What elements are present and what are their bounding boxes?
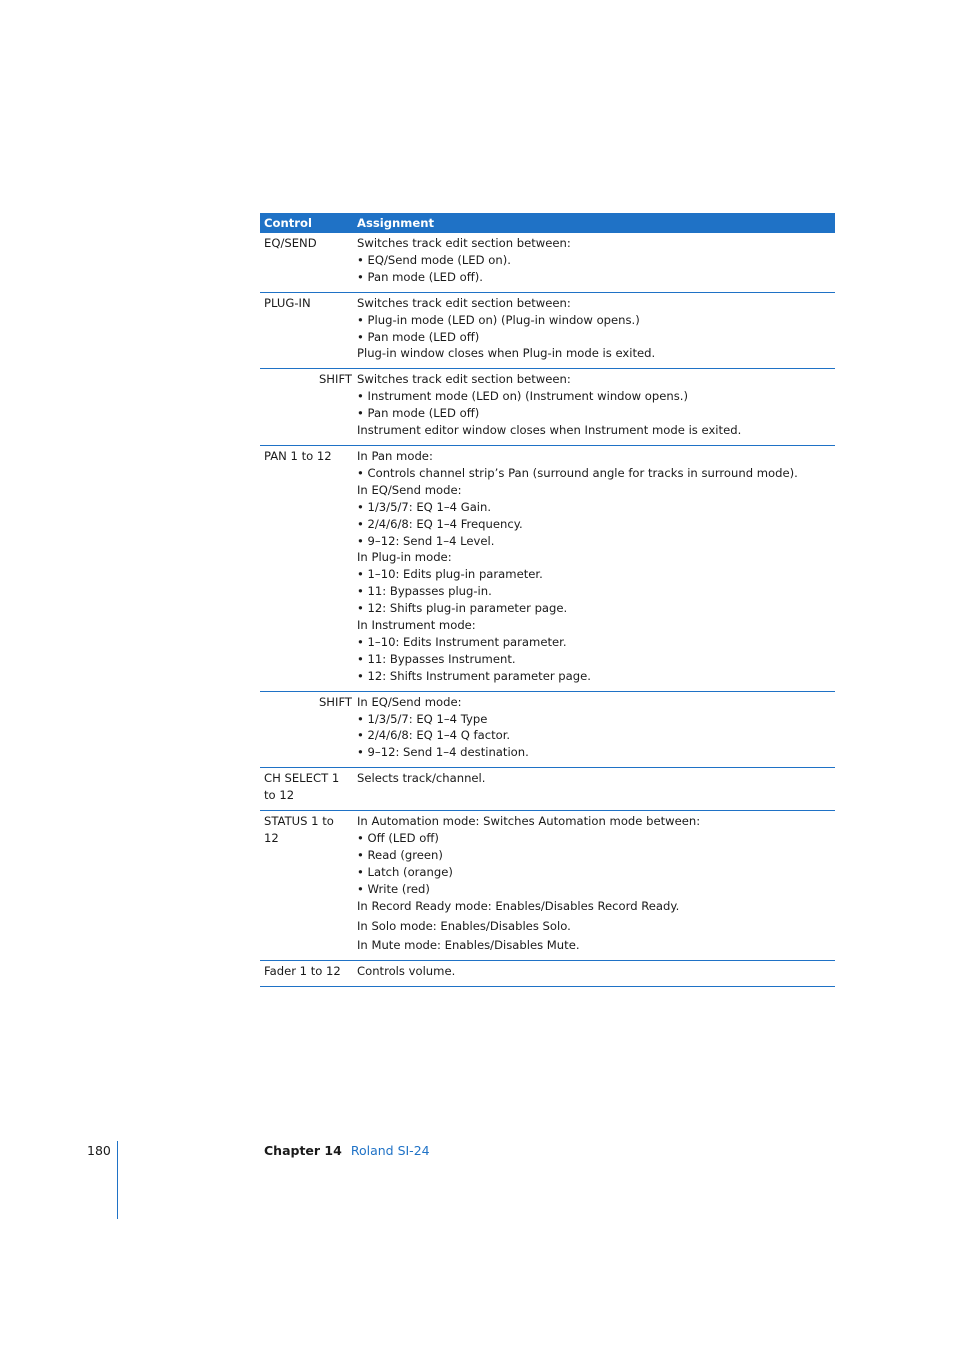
assignment-cell	[357, 448, 835, 685]
table-row	[260, 293, 835, 370]
assignment-line: Switches track edit section between:	[357, 372, 571, 387]
table-row	[260, 233, 835, 293]
control-cell: Fader 1 to 12	[264, 964, 341, 979]
assignment-line: • 1/3/5/7: EQ 1–4 Type	[357, 711, 488, 726]
chapter-footer	[264, 1143, 430, 1158]
assignment-line: • Off (LED off)	[357, 831, 439, 845]
assignment-line: In Record Ready mode: Enables/Disables Record Ready.	[357, 898, 680, 913]
table-row	[260, 768, 835, 811]
assignment-line: In Pan mode:	[357, 448, 433, 463]
assignment-cell	[357, 813, 835, 954]
assignment-line: • 1/3/5/7: EQ 1–4 Gain.	[357, 499, 492, 514]
control-cell: PLUG-IN	[264, 295, 311, 310]
assignment-line: Controls volume.	[357, 964, 456, 979]
assignment-line: • 9–12: Send 1–4 Level.	[357, 533, 495, 548]
assignment-line: Instrument editor window closes when Instrument mode is exited.	[357, 423, 742, 438]
assignment-line: • Controls channel strip’s Pan (surround angle for tracks in surround mode).	[357, 465, 798, 480]
assignment-cell	[357, 963, 835, 980]
assignment-line: • Pan mode (LED off).	[357, 269, 483, 284]
control-assignment-table	[260, 213, 835, 987]
assignment-line: • Plug-in mode (LED on) (Plug-in window opens.)	[357, 312, 640, 327]
control-cell: STATUS 1 to 12	[264, 814, 334, 845]
assignment-line: In EQ/Send mode:	[357, 482, 462, 497]
assignment-cell	[357, 235, 835, 286]
assignment-line: In Mute mode: Enables/Disables Mute.	[357, 938, 580, 953]
assignment-line: • 12: Shifts plug-in parameter page.	[357, 601, 568, 616]
assignment-cell	[357, 770, 835, 804]
table-row	[260, 446, 835, 692]
assignment-line: • Read (green)	[357, 847, 443, 862]
header-assignment: Assignment	[357, 216, 435, 230]
assignment-line: In Automation mode: Switches Automation mode between:	[357, 814, 701, 829]
control-cell: PAN 1 to 12	[264, 448, 332, 463]
assignment-line: In Solo mode: Enables/Disables Solo.	[357, 918, 571, 933]
assignment-line: Switches track edit section between:	[357, 236, 571, 250]
chapter-label: Chapter 14	[264, 1143, 342, 1158]
assignment-line: • 1–10: Edits plug-in parameter.	[357, 567, 543, 582]
assignment-line: In EQ/Send mode:	[357, 694, 462, 709]
header-control: Control	[264, 216, 312, 230]
table-row	[260, 811, 835, 961]
assignment-line: Plug-in window closes when Plug-in mode is exited.	[357, 346, 656, 361]
assignment-line: In Instrument mode:	[357, 618, 476, 633]
assignment-cell	[357, 371, 835, 439]
assignment-line: Switches track edit section between:	[357, 295, 571, 310]
control-cell: EQ/SEND	[264, 236, 317, 250]
assignment-line: • 11: Bypasses plug-in.	[357, 584, 492, 599]
table-row	[260, 961, 835, 987]
assignment-line: • Pan mode (LED off)	[357, 406, 480, 421]
assignment-line: • Latch (orange)	[357, 864, 453, 879]
assignment-line: • 12: Shifts Instrument parameter page.	[357, 668, 591, 683]
control-cell: CH SELECT 1 to 12	[264, 771, 340, 803]
assignment-line: • Pan mode (LED off)	[357, 329, 480, 344]
assignment-line: • 2/4/6/8: EQ 1–4 Q factor.	[357, 728, 511, 743]
assignment-line: Selects track/channel.	[357, 771, 486, 786]
table-header	[260, 213, 835, 233]
assignment-line: • 1–10: Edits Instrument parameter.	[357, 634, 567, 649]
table-row	[260, 692, 835, 769]
assignment-line: • Instrument mode (LED on) (Instrument window opens.)	[357, 389, 688, 404]
assignment-line: • 9–12: Send 1–4 destination.	[357, 745, 529, 760]
assignment-cell	[357, 694, 835, 762]
footer-divider	[117, 1141, 118, 1219]
assignment-line: • Write (red)	[357, 881, 430, 896]
control-cell: SHIFT	[318, 694, 352, 709]
assignment-line: • 11: Bypasses Instrument.	[357, 651, 516, 666]
table-row	[260, 369, 835, 446]
control-cell: SHIFT	[318, 372, 352, 387]
assignment-line: • 2/4/6/8: EQ 1–4 Frequency.	[357, 516, 523, 531]
assignment-line: • EQ/Send mode (LED on).	[357, 252, 511, 267]
assignment-cell	[357, 295, 835, 363]
assignment-line: In Plug-in mode:	[357, 550, 452, 565]
page-number: 180	[87, 1143, 111, 1158]
chapter-title: Roland SI-24	[350, 1143, 430, 1158]
